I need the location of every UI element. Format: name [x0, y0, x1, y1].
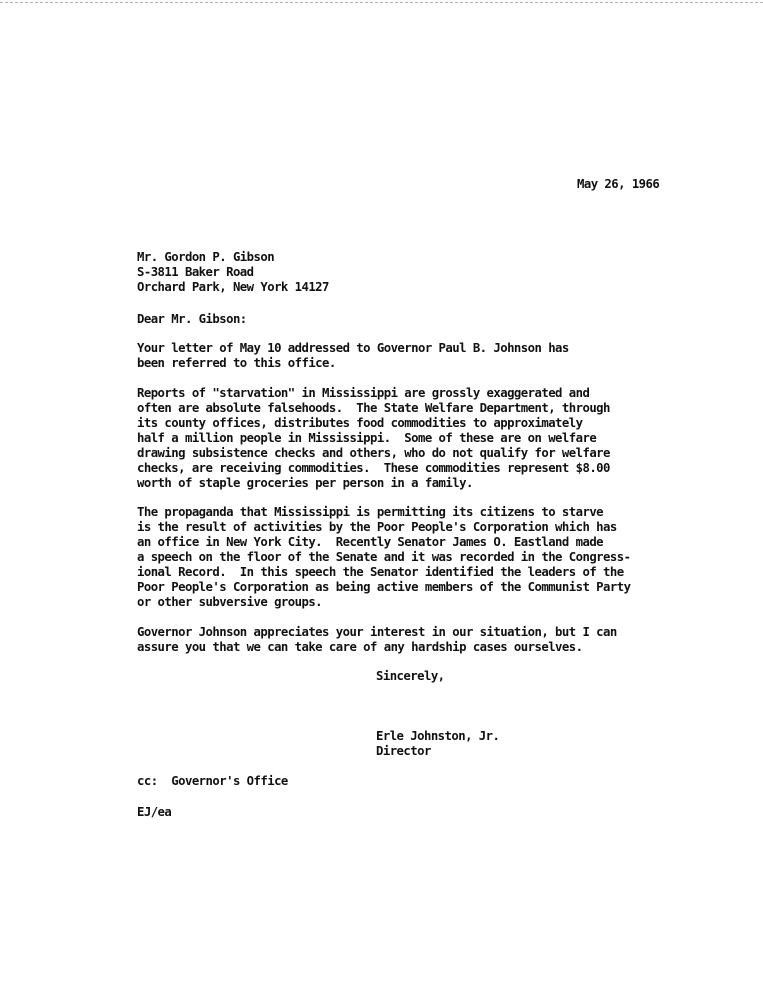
- paragraph3-line: The propaganda that Mississippi is permitting its citizens to starve: [137, 505, 604, 519]
- paragraph2-line: often are absolute falsehoods. The State Welfare Department, through: [137, 401, 610, 415]
- recipient-street: S-3811 Baker Road: [137, 265, 254, 279]
- paragraph2-line: Reports of "starvation" in Mississippi are grossly exaggerated and: [137, 386, 590, 400]
- recipient-city: Orchard Park, New York 14127: [137, 280, 329, 294]
- signer-name: Erle Johnston, Jr.: [376, 729, 500, 743]
- paragraph4-line: assure you that we can take care of any hardship cases ourselves.: [137, 640, 583, 654]
- paragraph2-line: drawing subsistence checks and others, who do not qualify for welfare: [137, 446, 610, 460]
- paragraph2-line: its county offices, distributes food commodities to approximately: [137, 416, 583, 430]
- paragraph2-line: worth of staple groceries per person in a family.: [137, 476, 473, 490]
- paragraph3-line: an office in New York City. Recently Senator James O. Eastland made: [137, 535, 604, 549]
- paragraph2-line: half a million people in Mississippi. Some of these are on welfare: [137, 431, 597, 445]
- signer-title: Director: [376, 744, 431, 758]
- paragraph3-line: is the result of activities by the Poor People's Corporation which has: [137, 520, 617, 534]
- closing: Sincerely,: [376, 669, 445, 683]
- paragraph3-line: Poor People's Corporation as being active members of the Communist Party: [137, 580, 631, 594]
- initials: EJ/ea: [137, 805, 172, 819]
- paragraph3-line: a speech on the floor of the Senate and it was recorded in the Congress-: [137, 550, 631, 564]
- paragraph1-line: Your letter of May 10 addressed to Governor Paul B. Johnson has: [137, 341, 569, 355]
- recipient-name: Mr. Gordon P. Gibson: [137, 250, 275, 264]
- paragraph1-line: been referred to this office.: [137, 356, 336, 370]
- salutation: Dear Mr. Gibson:: [137, 312, 247, 326]
- paragraph2-line: checks, are receiving commodities. These commodities represent $8.00: [137, 461, 610, 475]
- letter-date: May 26, 1966: [577, 177, 660, 191]
- paragraph3-line: or other subversive groups.: [137, 595, 323, 609]
- cc-line: cc: Governor's Office: [137, 774, 288, 788]
- paragraph3-line: ional Record. In this speech the Senator identified the leaders of the: [137, 565, 624, 579]
- page-top-edge: [0, 2, 763, 3]
- paragraph4-line: Governor Johnson appreciates your interest in our situation, but I can: [137, 625, 617, 639]
